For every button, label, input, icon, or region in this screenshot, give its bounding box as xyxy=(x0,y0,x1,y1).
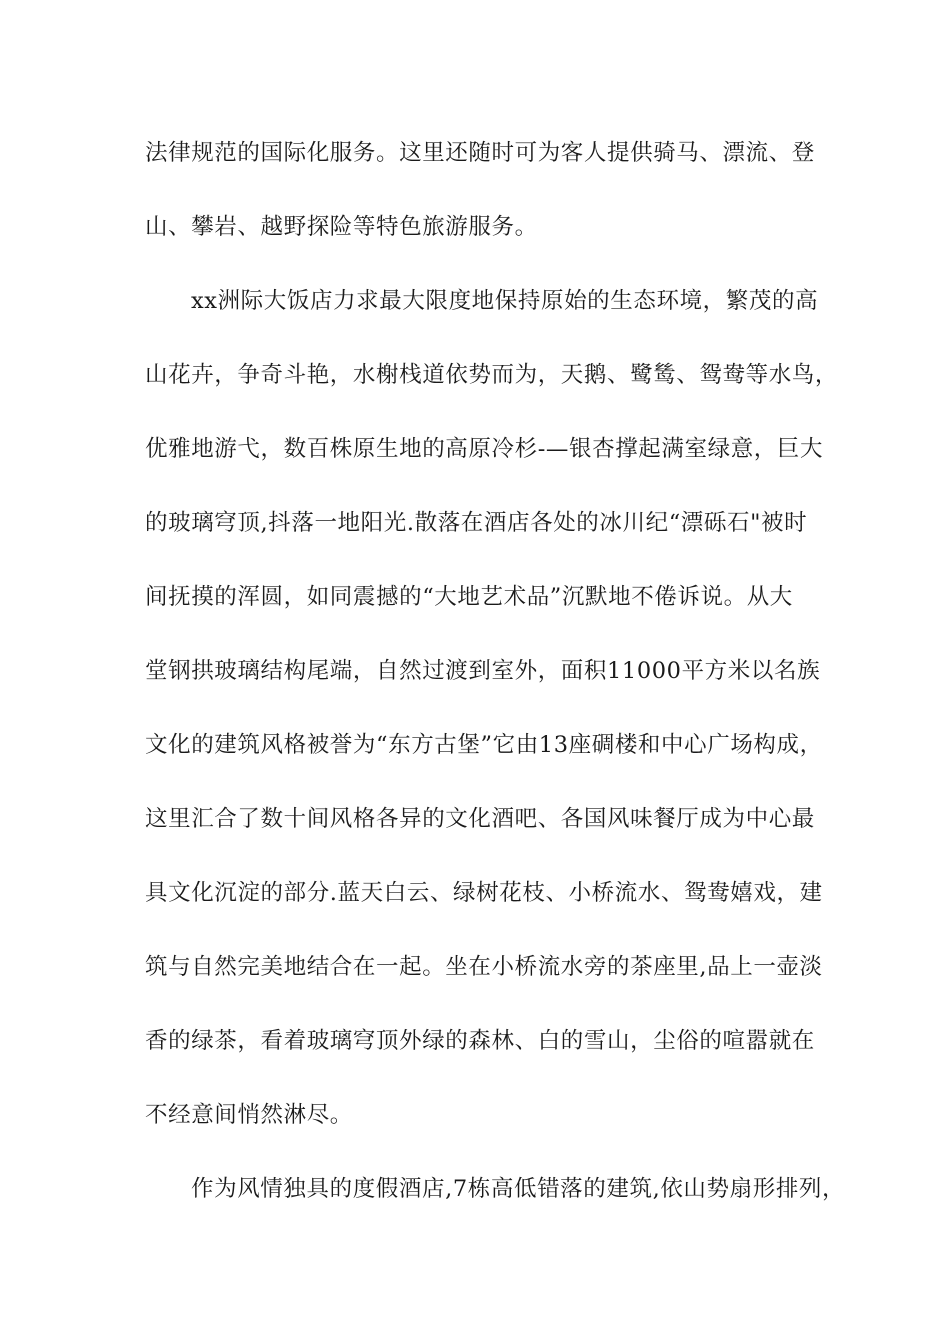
text-line: 堂钢拱玻璃结构尾端，自然过渡到室外，面积11000平方米以名族 xyxy=(145,658,821,684)
text-line: 这里汇合了数十间风格各异的文化酒吧、各国风味餐厅成为中心最 xyxy=(145,806,815,832)
text-line: 优雅地游弋，数百株原生地的高原冷杉-—银杏撑起满室绿意，巨大 xyxy=(145,436,824,462)
text-line: 的玻璃穹顶,抖落一地阳光.散落在酒店各处的冰川纪“漂砾石"被时 xyxy=(145,510,808,536)
paragraph-first-line: 作为风情独具的度假酒店,7栋高低错落的建筑,依山势扇形排列， xyxy=(191,1176,846,1202)
text-line: 法律规范的国际化服务。这里还随时可为客人提供骑马、漂流、登 xyxy=(145,140,815,166)
text-line: 文化的建筑风格被誉为“东方古堡”它由13座碉楼和中心广场构成， xyxy=(145,732,823,758)
text-line: 香的绿茶，看着玻璃穹顶外绿的森林、白的雪山，尘俗的喧嚣就在 xyxy=(145,1028,815,1054)
text-line: 间抚摸的浑圆，如同震撼的“大地艺术品”沉默地不倦诉说。从大 xyxy=(145,584,793,610)
text-line: 山花卉，争奇斗艳，水榭栈道依势而为，天鹅、鹭鸶、鸳鸯等水鸟， xyxy=(145,362,839,388)
text-line: 具文化沉淀的部分.蓝天白云、绿树花枝、小桥流水、鸳鸯嬉戏，建 xyxy=(145,880,823,906)
text-line: 不经意间悄然淋尽。 xyxy=(145,1102,353,1128)
text-line: 山、攀岩、越野探险等特色旅游服务。 xyxy=(145,214,538,240)
text-line: 筑与自然完美地结合在一起。坐在小桥流水旁的茶座里,品上一壶淡 xyxy=(145,954,823,980)
paragraph-first-line: xx洲际大饭店力求最大限度地保持原始的生态环境，繁茂的高 xyxy=(191,288,819,314)
